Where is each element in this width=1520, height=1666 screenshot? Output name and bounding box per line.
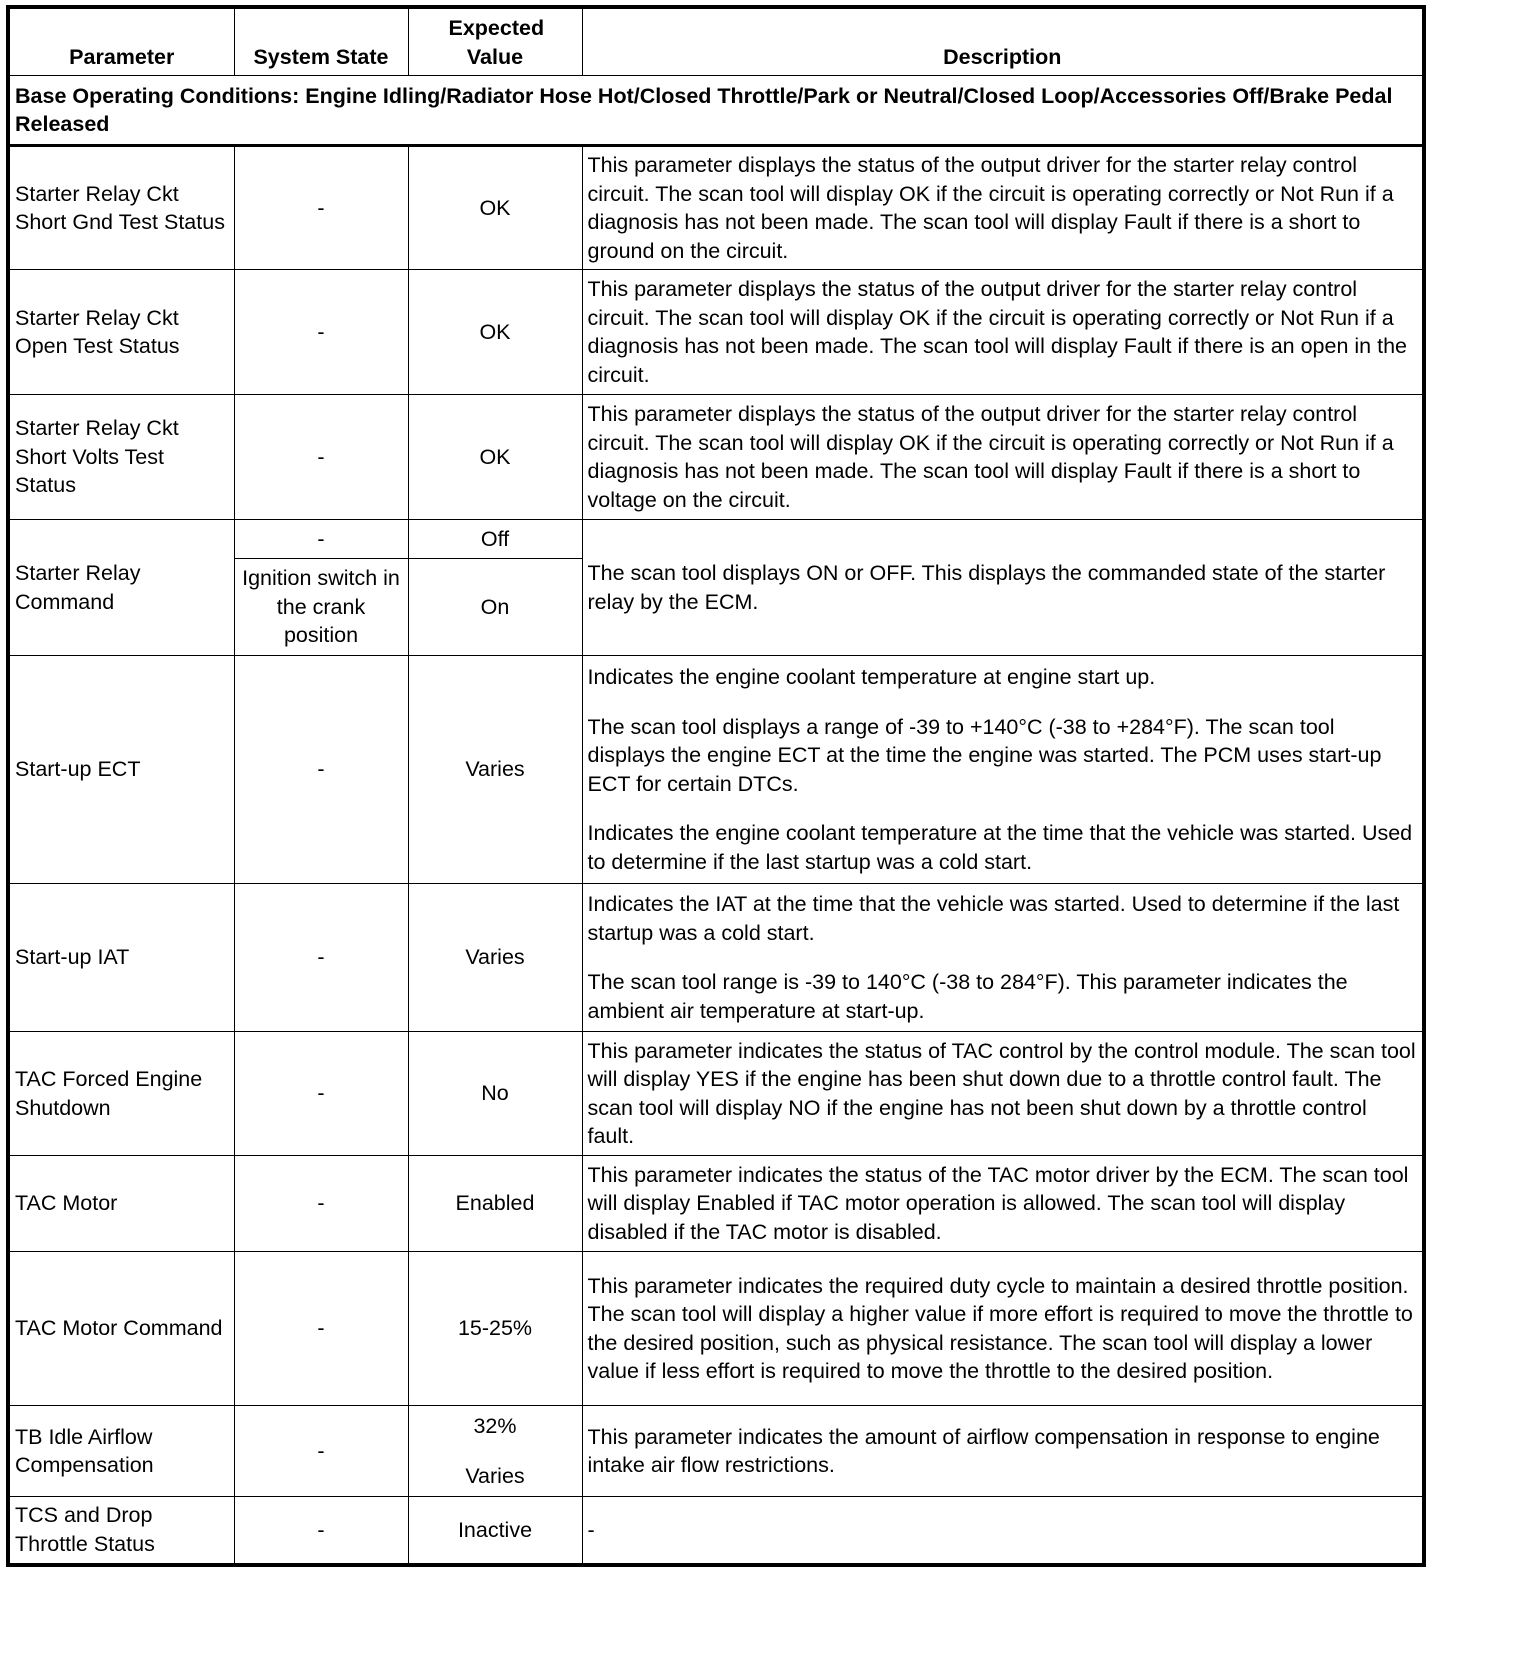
description (582, 884, 1424, 1032)
table-row (8, 1032, 1424, 1156)
description-text: This parameter indicates the required duty cycle to maintain a desired throttle position. The scan tool will display a higher value if more effort is required to move the throttle to the desired position, such as physical resistance. The scan tool will display a lower value if less effort is required to move the throttle to the desired position. (587, 1273, 1413, 1383)
description-text: The scan tool range is -39 to 140°C (-38 to 284°F). This parameter indicates the ambient air temperature at start-up. (587, 970, 1348, 1023)
description-text: - (587, 1517, 595, 1542)
description-text: The scan tool displays a range of -39 to +140°C (-38 to +284°F). The scan tool displays the engine ECT at the time the engine was started. The PCM uses start-up ECT for certain DTCs. (587, 714, 1382, 796)
system-state: - (234, 520, 408, 559)
header-expected-value: Expected Value (408, 7, 582, 76)
description (582, 1156, 1424, 1252)
expected-value: 15-25% (408, 1252, 582, 1406)
table-row (8, 395, 1424, 520)
expected-value: Varies (408, 656, 582, 884)
description-text: Indicates the engine coolant temperature at engine start up. (587, 665, 1156, 689)
description-text: The scan tool displays ON or OFF. This displays the commanded state of the starter relay by the ECM. (587, 561, 1386, 614)
description-text: This parameter displays the status of the output driver for the starter relay control circuit. The scan tool will display OK if the circuit is operating correctly or Not Run if a diagnosis has not been made. The scan tool will display Fault if there is an open in the circuit. (587, 277, 1407, 387)
description (582, 1406, 1424, 1497)
base-conditions: Base Operating Conditions: Engine Idling/Radiator Hose Hot/Closed Throttle/Park or Neutral/Closed Loop/Accessories Off/Brake Pedal Released (8, 76, 1424, 146)
parameter-name: TAC Motor (8, 1156, 234, 1252)
header-row (8, 7, 1424, 76)
description-text: Indicates the IAT at the time that the vehicle was started. Used to determine if the last startup was a cold start. (587, 892, 1400, 945)
table-row (8, 146, 1424, 270)
parameter-name: TAC Motor Command (8, 1252, 234, 1406)
parameter-table (6, 5, 1426, 1567)
expected-value: On (408, 559, 582, 656)
header-parameter: Parameter (8, 7, 234, 76)
description-text: Indicates the engine coolant temperature at the time that the vehicle was started. Used to determine if the last startup was a cold start. (587, 821, 1413, 874)
system-state: - (234, 1032, 408, 1156)
system-state: - (234, 1156, 408, 1252)
system-state: - (234, 1252, 408, 1406)
table-row (8, 1252, 1424, 1406)
description-text: This parameter indicates the amount of airflow compensation in response to engine intake air flow restrictions. (587, 1424, 1380, 1477)
description-text: This parameter indicates the status of TAC control by the control module. The scan tool will display YES if the engine has been shut down due to a throttle control fault. The scan tool will display NO if the engine has not been shut down by a throttle control fault. (587, 1038, 1416, 1148)
table-row (8, 1497, 1424, 1565)
expected-value: Enabled (408, 1156, 582, 1252)
parameter-name: TAC Forced Engine Shutdown (8, 1032, 234, 1156)
system-state: - (234, 656, 408, 884)
parameter-name: Starter Relay Ckt Short Volts Test Status (8, 395, 234, 520)
table-row (8, 1406, 1424, 1497)
parameter-name: Starter Relay Command (8, 520, 234, 656)
table-row (8, 520, 1424, 559)
base-conditions-row (8, 76, 1424, 146)
description (582, 656, 1424, 884)
description (582, 520, 1424, 656)
description (582, 1497, 1424, 1565)
expected-value: OK (408, 146, 582, 270)
description (582, 1032, 1424, 1156)
expected-value: No (408, 1032, 582, 1156)
description-text: This parameter displays the status of the output driver for the starter relay control circuit. The scan tool will display OK if the circuit is operating correctly or Not Run if a diagnosis has not been made. The scan tool will display Fault if there is a short to voltage on the circuit. (587, 402, 1394, 512)
description-text: This parameter indicates the status of the TAC motor driver by the ECM. The scan tool will display Enabled if TAC motor operation is allowed. The scan tool will display disabled if the TAC motor is disabled. (587, 1162, 1409, 1244)
parameter-name: Start-up ECT (8, 656, 234, 884)
expected-value: Varies (408, 884, 582, 1032)
table-row (8, 884, 1424, 1032)
header-description: Description (582, 7, 1424, 76)
expected-value: Off (408, 520, 582, 559)
description-text: This parameter displays the status of the output driver for the starter relay control circuit. The scan tool will display OK if the circuit is operating correctly or Not Run if a diagnosis has not been made. The scan tool will display Fault if there is a short to ground on the circuit. (587, 153, 1394, 263)
header-system-state: System State (234, 7, 408, 76)
system-state: - (234, 1406, 408, 1497)
table-row (8, 1156, 1424, 1252)
description (582, 395, 1424, 520)
parameter-name: Start-up IAT (8, 884, 234, 1032)
description (582, 146, 1424, 270)
system-state: - (234, 884, 408, 1032)
expected-value: OK (408, 270, 582, 395)
system-state: - (234, 395, 408, 520)
parameter-name: TCS and Drop Throttle Status (8, 1497, 234, 1565)
system-state: - (234, 270, 408, 395)
expected-value: OK (408, 395, 582, 520)
expected-value-secondary: Varies (465, 1464, 525, 1488)
parameter-name: Starter Relay Ckt Open Test Status (8, 270, 234, 395)
expected-value-primary: 32% (473, 1413, 517, 1438)
expected-value: Inactive (408, 1497, 582, 1565)
table-row (8, 270, 1424, 395)
expected-value (408, 1406, 582, 1497)
description (582, 270, 1424, 395)
parameter-name: Starter Relay Ckt Short Gnd Test Status (8, 146, 234, 270)
system-state: - (234, 146, 408, 270)
system-state: - (234, 1497, 408, 1565)
table-row (8, 656, 1424, 884)
description (582, 1252, 1424, 1406)
parameter-name: TB Idle Airflow Compensation (8, 1406, 234, 1497)
system-state: Ignition switch in the crank position (234, 559, 408, 656)
